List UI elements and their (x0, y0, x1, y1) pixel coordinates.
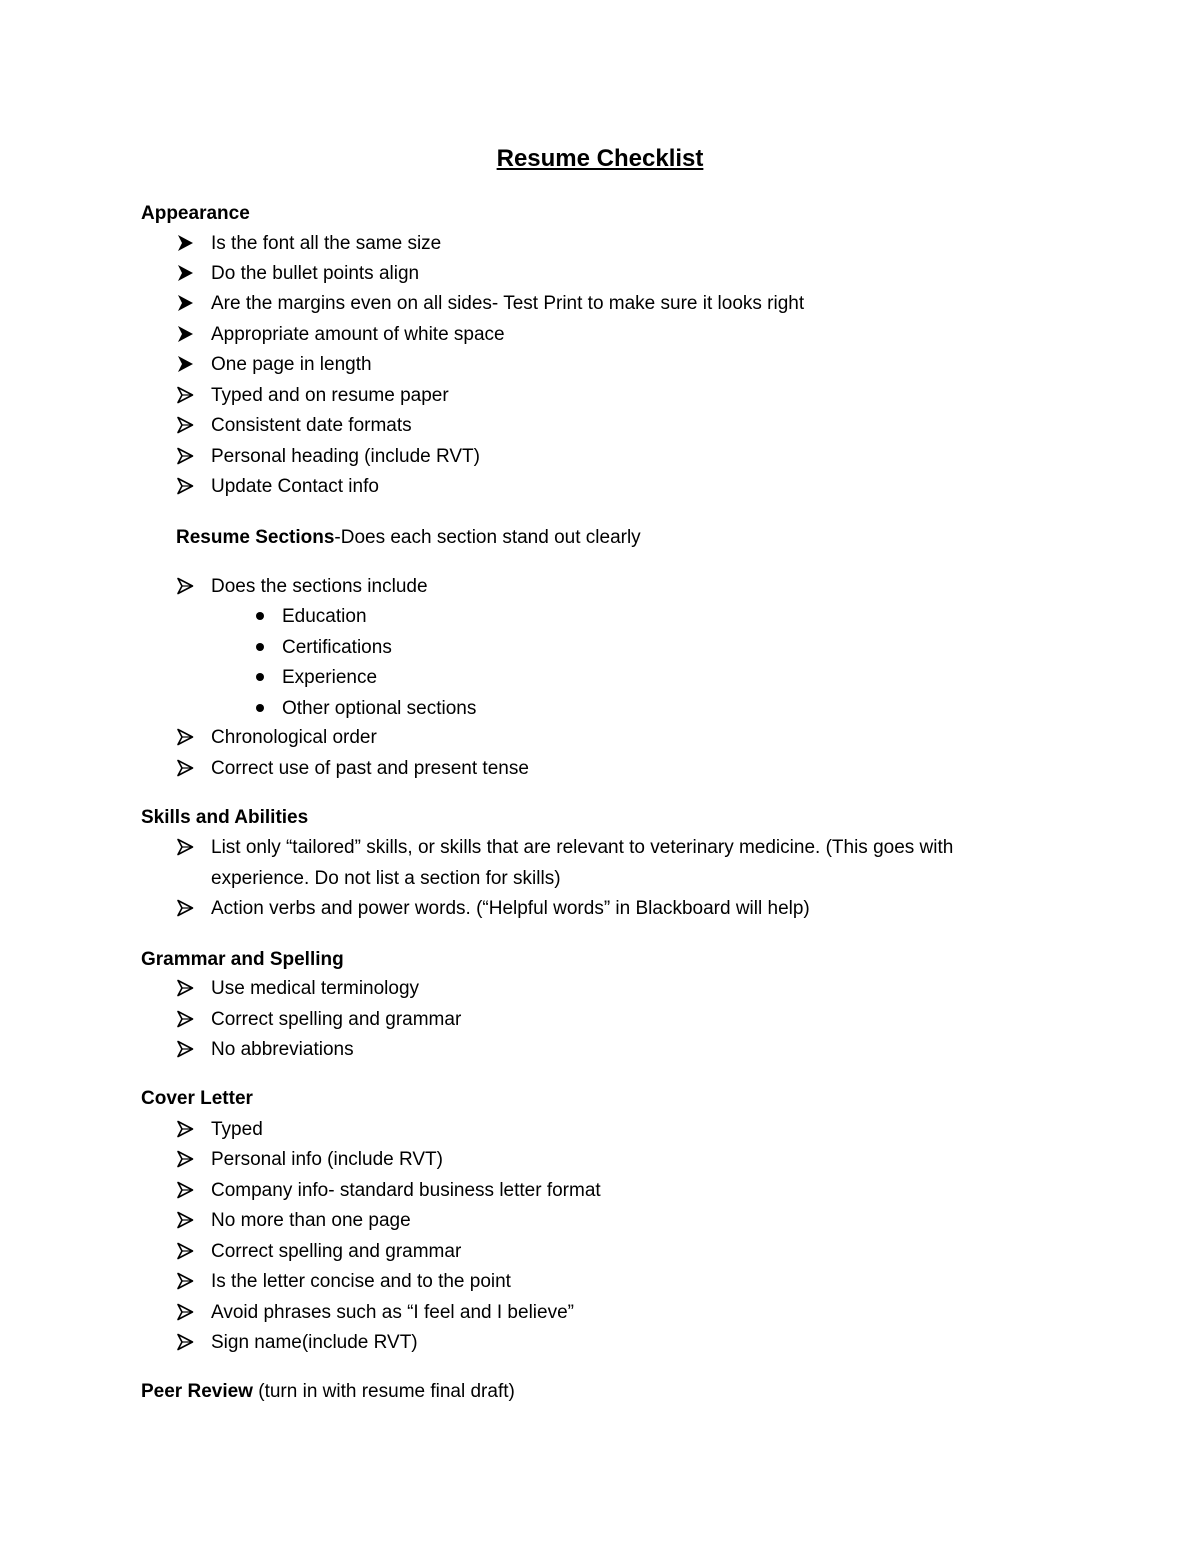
list-item: Typed and on resume paper (211, 385, 449, 406)
arrowhead-bullet-icon (176, 1333, 194, 1351)
sub-list-item: Other optional sections (282, 698, 477, 719)
list-item: Do the bullet points align (211, 263, 420, 284)
arrowhead-bullet-icon (176, 1272, 194, 1290)
sub-list-item: Certifications (282, 637, 392, 658)
list-item: No abbreviations (211, 1039, 354, 1060)
arrowhead-bullet-icon (176, 1242, 194, 1260)
section-heading-resume-sections (176, 526, 641, 550)
arrowhead-bullet-icon (176, 979, 194, 997)
section-heading-cover-letter: Cover Letter (141, 1088, 253, 1109)
section-heading-skills: Skills and Abilities (141, 807, 309, 828)
arrowhead-bullet-icon (176, 1303, 194, 1321)
list-item: Use medical terminology (211, 978, 420, 999)
list-item: One page in length (211, 354, 372, 375)
arrowhead-bullet-icon (176, 294, 194, 312)
round-bullet-icon (256, 673, 264, 681)
arrowhead-bullet-icon (176, 1181, 194, 1199)
list-item: Action verbs and power words. (“Helpful words” in Blackboard will help) (211, 898, 810, 919)
list-item: Appropriate amount of white space (211, 324, 505, 345)
list-item: Is the letter concise and to the point (211, 1271, 511, 1292)
section-heading-grammar: Grammar and Spelling (141, 949, 344, 970)
section-heading-peer-review (141, 1380, 515, 1404)
arrowhead-bullet-icon (176, 386, 194, 404)
list-item-continuation: experience. Do not list a section for skills) (211, 868, 561, 889)
arrowhead-bullet-icon (176, 234, 194, 252)
section-heading-appearance: Appearance (141, 203, 250, 224)
arrowhead-bullet-icon (176, 416, 194, 434)
arrowhead-bullet-icon (176, 325, 194, 343)
page-title: Resume Checklist (496, 145, 704, 172)
list-item: Does the sections include (211, 576, 428, 597)
list-item: Chronological order (211, 727, 377, 748)
list-item: Sign name(include RVT) (211, 1332, 418, 1353)
list-item: Correct spelling and grammar (211, 1009, 462, 1030)
list-item: Are the margins even on all sides- Test Print to make sure it looks right (211, 293, 805, 314)
arrowhead-bullet-icon (176, 447, 194, 465)
list-item: Company info- standard business letter format (211, 1180, 601, 1201)
arrowhead-bullet-icon (176, 355, 194, 373)
list-item: Avoid phrases such as “I feel and I believe” (211, 1302, 574, 1323)
arrowhead-bullet-icon (176, 1211, 194, 1229)
arrowhead-bullet-icon (176, 759, 194, 777)
arrowhead-bullet-icon (176, 477, 194, 495)
round-bullet-icon (256, 612, 264, 620)
arrowhead-bullet-icon (176, 1010, 194, 1028)
list-item: Typed (211, 1119, 263, 1140)
arrowhead-bullet-icon (176, 264, 194, 282)
round-bullet-icon (256, 704, 264, 712)
list-item: List only “tailored” skills, or skills that are relevant to veterinary medicine. (This goes with (211, 837, 954, 858)
list-item: No more than one page (211, 1210, 411, 1231)
list-item: Correct spelling and grammar (211, 1241, 462, 1262)
list-item: Is the font all the same size (211, 233, 442, 254)
arrowhead-bullet-icon (176, 1150, 194, 1168)
list-item: Update Contact info (211, 476, 379, 497)
arrowhead-bullet-icon (176, 899, 194, 917)
list-item: Personal heading (include RVT) (211, 446, 480, 467)
arrowhead-bullet-icon (176, 838, 194, 856)
arrowhead-bullet-icon (176, 577, 194, 595)
section-heading-resume-sections-note: -Does each section stand out clearly (334, 527, 641, 548)
list-item: Personal info (include RVT) (211, 1149, 443, 1170)
section-heading-resume-sections-bold: Resume Sections (176, 527, 335, 548)
round-bullet-icon (256, 643, 264, 651)
section-heading-peer-review-bold: Peer Review (141, 1381, 253, 1402)
arrowhead-bullet-icon (176, 1120, 194, 1138)
list-item: Consistent date formats (211, 415, 412, 436)
arrowhead-bullet-icon (176, 728, 194, 746)
arrowhead-bullet-icon (176, 1040, 194, 1058)
sub-list-item: Education (282, 606, 367, 627)
list-item: Correct use of past and present tense (211, 758, 529, 779)
section-heading-peer-review-note: (turn in with resume final draft) (252, 1381, 515, 1402)
sub-list-item: Experience (282, 667, 378, 688)
